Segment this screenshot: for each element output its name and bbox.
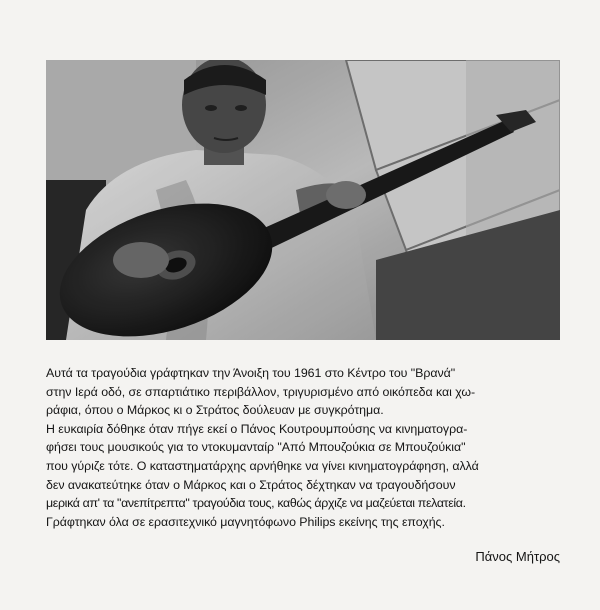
bouzouki-player-photo	[46, 60, 560, 340]
text-line: Αυτά τα τραγούδια γράφτηκαν την Άνοιξη του 1961 στο Κέντρο του "Βρανά"	[46, 366, 456, 380]
text-line: Η ευκαιρία δόθηκε όταν πήγε εκεί ο Πάνος Κουτρουμπούσης να κινηματογρα-	[46, 421, 468, 436]
text-line: στην Ιερά οδό, σε σπαρτιάτικο περιβάλλον, τριγυρισμένο από οικόπεδα και χω-	[46, 384, 476, 399]
text-line: που γύριζε τότε. Ο καταστηματάρχης αρνήθηκε να γίνει κινηματογράφηση, αλλά	[46, 458, 479, 473]
text-line: δεν ανακατεύτηκε όταν ο Μάρκος και ο Στράτος δέχτηκαν να τραγουδήσουν	[46, 477, 456, 492]
photo-image	[46, 60, 560, 340]
text-line: φήσει τους μουσικούς για το ντοκυμανταίρ "Από Μπουζούκια σε Μπουζούκια"	[46, 440, 466, 455]
body-text	[46, 364, 566, 531]
text-line: ράφια, όπου ο Μάρκος κι ο Στράτος δούλευαν με συγκρότημα.	[46, 403, 384, 418]
text-line: μερικά απ' τα "ανεπίτρεπτα" τραγούδια τους, καθώς άρχιζε να μαζεύεται πελατεία.	[46, 496, 466, 511]
author-signature: Πάνος Μήτρος	[475, 549, 560, 564]
text-line: Γράφτηκαν όλα σε ερασιτεχνικό μαγνητόφωνο Philips εκείνης της εποχής.	[46, 514, 445, 529]
